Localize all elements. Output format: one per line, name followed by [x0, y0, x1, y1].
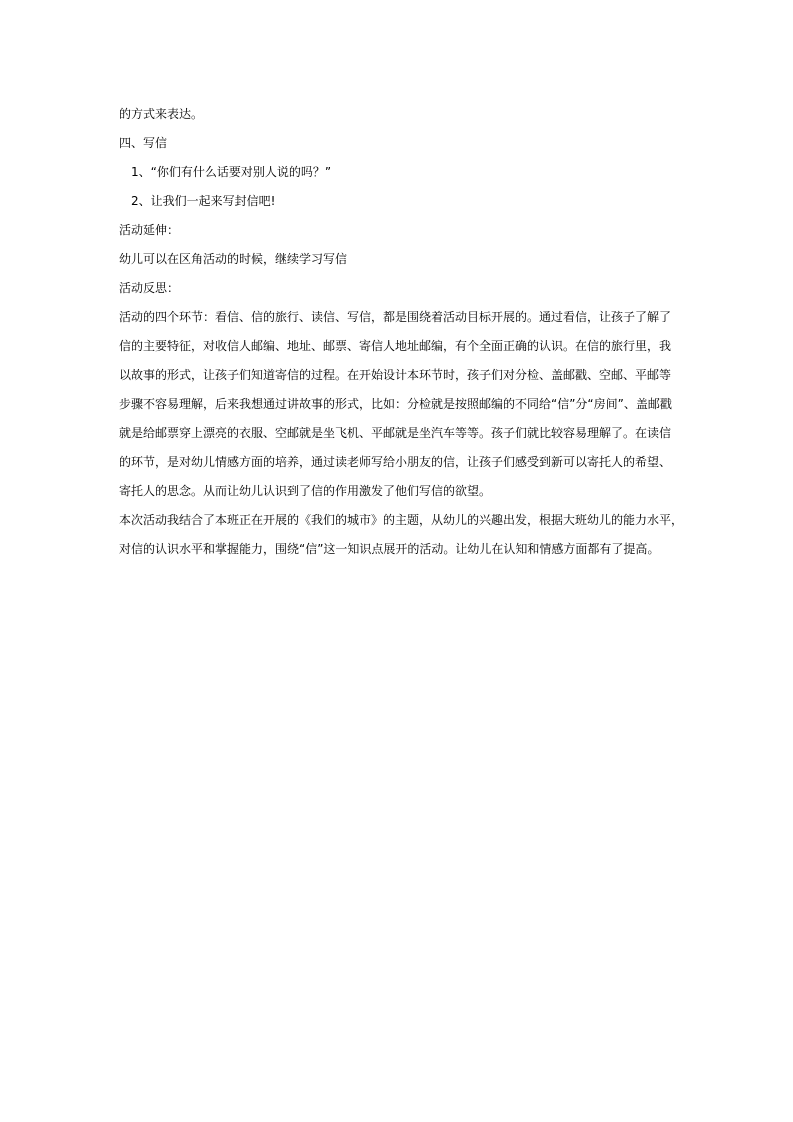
reflection-line: 以故事的形式，让孩子们知道寄信的过程。在开始设计本环节时，孩子们对分检、盖邮戳、空邮、平邮等: [119, 368, 672, 382]
reflection-line: 信的主要特征，对收信人邮编、地址、邮票、寄信人地址邮编，有个全面正确的认识。在信的旅行里，我: [119, 339, 672, 353]
document-body: [119, 100, 684, 564]
summary-line: 本次活动我结合了本班正在开展的《我们的城市》的主题，从幼儿的兴趣出发，根据大班幼儿的能力水平，: [119, 513, 684, 527]
paragraph-line: 的方式来表达。: [119, 107, 204, 121]
reflection-line: 活动的四个环节：看信、信的旅行、读信、写信，都是围绕着活动目标开展的。通过看信，让孩子了解了: [119, 310, 672, 324]
reflection-line: 寄托人的思念。从而让幼儿认识到了信的作用激发了他们写信的欲望。: [119, 484, 492, 498]
reflection-line: 就是给邮票穿上漂亮的衣服、空邮就是坐飞机、平邮就是坐汽车等等。孩子们就比较容易理解了。在读信: [119, 426, 672, 440]
section-heading-reflection: 活动反思：: [119, 281, 180, 295]
summary-line: 对信的认识水平和掌握能力，围绕“信”这一知识点展开的活动。让幼儿在认知和情感方面都有了提高。: [119, 542, 660, 556]
list-item-2: 2、让我们一起来写封信吧!: [131, 194, 276, 208]
list-item-1: 1、“你们有什么话要对别人说的吗？”: [131, 165, 332, 179]
extension-text: 幼儿可以在区角活动的时候，继续学习写信: [119, 252, 348, 266]
reflection-line: 的环节，是对幼儿情感方面的培养，通过读老师写给小朋友的信，让孩子们感受到新可以寄托人的希望、: [119, 455, 672, 469]
section-heading-extension: 活动延伸：: [119, 223, 180, 237]
reflection-line: 步骤不容易理解，后来我想通过讲故事的形式，比如：分检就是按照邮编的不同给“信”分“房间”、盖邮戳: [119, 397, 672, 411]
section-heading-write-letter: 四、写信: [119, 136, 168, 150]
